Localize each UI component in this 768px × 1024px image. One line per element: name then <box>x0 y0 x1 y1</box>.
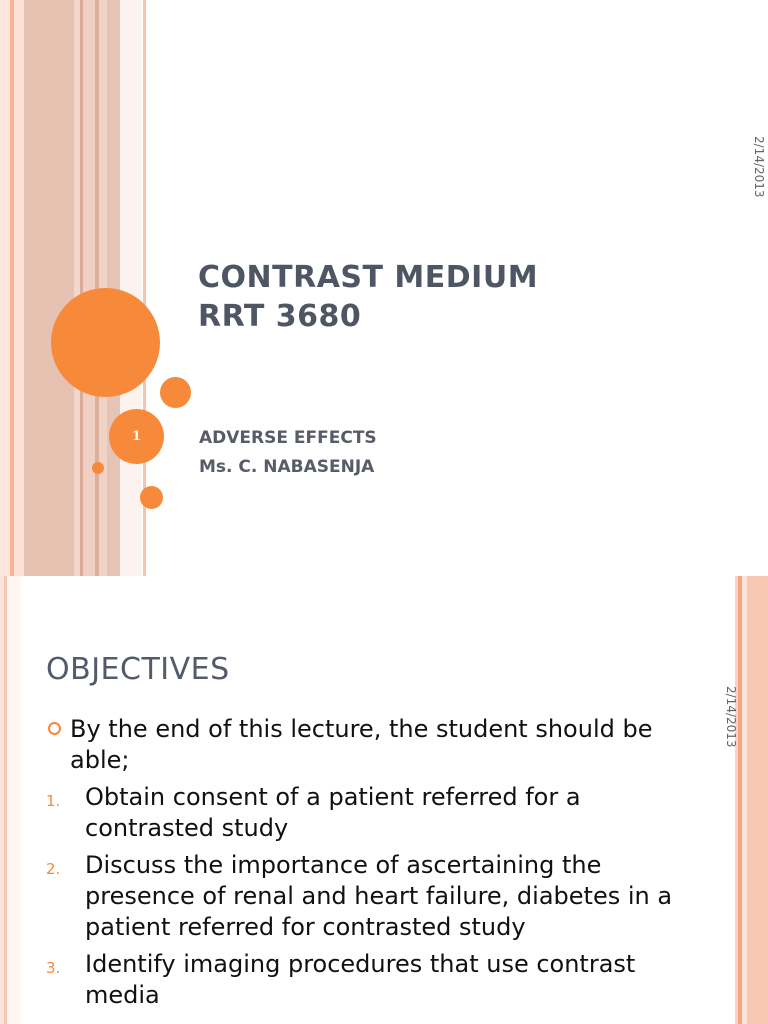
item-number: 3. <box>46 959 61 977</box>
decorative-stripes <box>0 0 150 576</box>
large-circle-decoration <box>51 288 160 397</box>
item-text: Discuss the importance of ascertaining the presence of renal and heart failure, diabetes in a patient referred for contrasted study <box>85 851 673 941</box>
objectives-list <box>46 714 696 1017</box>
subtitle-line-1: ADVERSE EFFECTS <box>199 428 377 448</box>
small-circle-decoration <box>160 377 191 408</box>
objectives-slide <box>0 576 768 1024</box>
item-text: Obtain consent of a patient referred for a contrasted study <box>85 783 581 842</box>
item-number: 2. <box>46 860 61 878</box>
slide-date: 2/14/2013 <box>752 136 766 198</box>
intro-text: By the end of this lecture, the student should be able; <box>70 715 653 774</box>
title-line-1: CONTRAST MEDIUM <box>198 260 539 295</box>
title-line-2: RRT 3680 <box>198 299 362 334</box>
intro-bullet <box>46 714 696 776</box>
slide-title: OBJECTIVES <box>46 652 230 687</box>
item-number: 1. <box>46 792 61 810</box>
subtitle-line-2: Ms. C. NABASENJA <box>199 457 375 477</box>
page-number-badge: 1 <box>109 409 164 464</box>
list-item <box>46 850 696 943</box>
slide-date: 2/14/2013 <box>724 686 738 748</box>
circle-bullet-icon <box>48 722 61 735</box>
list-item <box>46 782 696 844</box>
list-item <box>46 949 696 1011</box>
small-circle-decoration-2 <box>140 486 163 509</box>
tiny-circle-decoration <box>92 462 104 474</box>
slide-subtitle <box>199 424 699 482</box>
item-text: Identify imaging procedures that use contrast media <box>85 950 636 1009</box>
slide-title <box>198 258 738 336</box>
